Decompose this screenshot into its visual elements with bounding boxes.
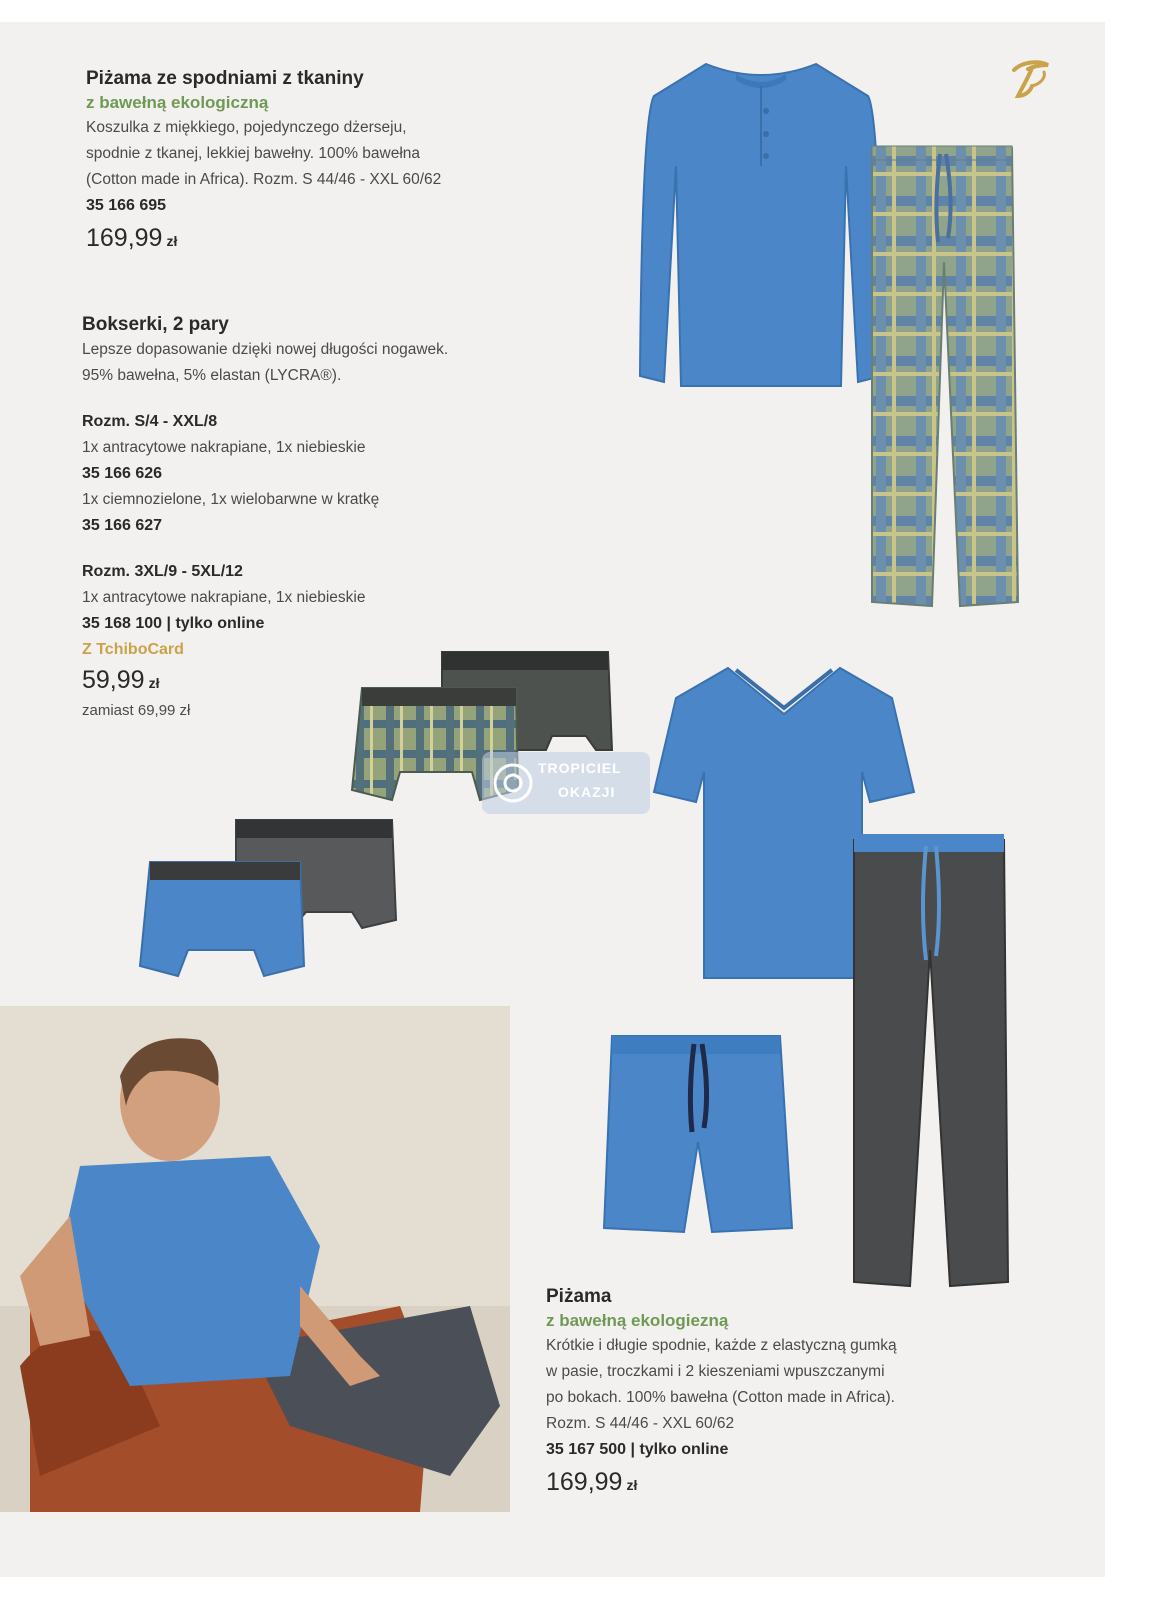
product-pajama-shorts — [546, 1285, 1066, 1502]
henley-shirt-image — [636, 56, 886, 396]
size-range: Rozm. 3XL/9 - 5XL/12 — [82, 563, 243, 580]
product-title: Piżama — [546, 1286, 612, 1307]
product-sku: 35 168 100 | tylko online — [82, 615, 265, 632]
product-price: 169,99 zł — [86, 224, 178, 252]
boxers-blue-image — [136, 816, 402, 982]
tchibo-logo-icon — [1008, 56, 1054, 102]
product-title: Piżama ze spodniami z tkaniny — [86, 68, 364, 89]
product-pajama-pants — [86, 67, 606, 258]
product-sku: 35 167 500 | tylko online — [546, 1441, 729, 1458]
product-sku: 35 166 626 — [82, 465, 163, 482]
watermark-line2: OKAZJI — [558, 784, 616, 800]
watermark — [482, 752, 650, 814]
previous-price: zamiast 69,99 zł — [82, 702, 191, 719]
size-range: Rozm. S/4 - XXL/8 — [82, 413, 218, 430]
product-title: Bokserki, 2 pary — [82, 314, 229, 335]
product-sku: 35 166 695 — [86, 197, 167, 214]
eco-label: z bawełną ekologiezną — [546, 1311, 729, 1330]
eco-label: z bawełną ekologiczną — [86, 93, 269, 112]
watermark-line1: TROPICIEL — [538, 760, 622, 776]
tchibocard-label: Z TchiboCard — [82, 641, 184, 658]
lifestyle-photo — [0, 1006, 510, 1512]
product-price: 169,99 zł — [546, 1468, 638, 1496]
watermark-emblem-icon — [490, 760, 536, 806]
blue-shorts-image — [600, 1032, 796, 1238]
product-description: Lepsze dopasowanie dzięki nowej długości nogawek. 95% bawełna, 5% elastan (LYCRA®). — [82, 341, 449, 384]
variant-text: 1x antracytowe nakrapiane, 1x niebieskie — [82, 589, 366, 606]
product-sku: 35 166 627 — [82, 517, 163, 534]
anthracite-pants-image — [846, 830, 1012, 1292]
product-description: Koszulka z miękkiego, pojedynczego dżerseju, spodnie z tkanej, lekkiej bawełny. 100% bawełna (Cotton made in Africa). Rozm. S 44/46 - XXL 60/62 — [86, 119, 442, 188]
variant-text: 1x ciemnozielone, 1x wielobarwne w kratkę — [82, 491, 380, 508]
variant-text: 1x antracytowe nakrapiane, 1x niebieskie — [82, 439, 366, 456]
plaid-pants-image — [862, 142, 1022, 612]
product-price: 59,99 zł — [82, 666, 160, 694]
product-description: Krótkie i długie spodnie, każde z elastyczną gumką w pasie, troczkami i 2 kieszeniami wpuszczanymi po bokach. 100% bawełna (Cotton made in Africa). Rozm. S 44/46 - XXL 60/62 — [546, 1337, 897, 1432]
